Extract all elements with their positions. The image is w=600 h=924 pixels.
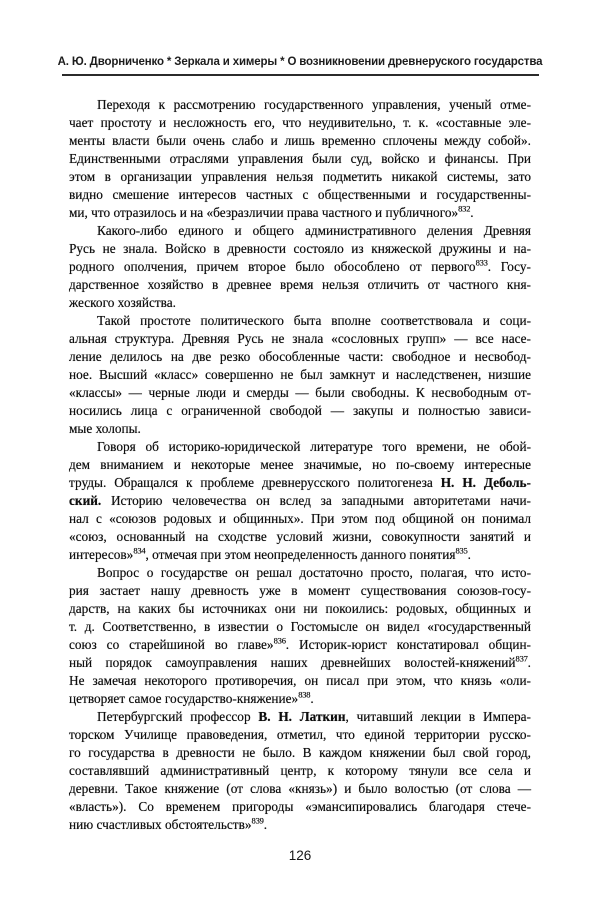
- text-line: [69, 816, 531, 834]
- text-segment: .: [470, 205, 474, 220]
- footnote-ref: 838: [298, 689, 311, 700]
- running-header: [0, 0, 600, 76]
- text-line: [69, 204, 531, 222]
- page-number: 126: [288, 848, 312, 863]
- text-segment: Говоря об историко-юридической литературе того времени, не обой-: [97, 439, 531, 454]
- text-line: [69, 312, 531, 330]
- text-segment: интересов»: [69, 547, 134, 562]
- text-line: [69, 420, 531, 438]
- text-line: [69, 186, 531, 204]
- text-line: [69, 474, 531, 492]
- text-segment: Н. Н. Деболь-: [440, 475, 531, 490]
- text-line: [69, 798, 531, 816]
- text-line: [69, 510, 531, 528]
- text-segment: составлявший административный центр, к которому тянули все села и: [69, 763, 531, 778]
- text-line: [69, 636, 531, 654]
- footnote-ref: 833: [475, 257, 488, 268]
- text-line: [69, 654, 531, 672]
- text-segment: Единственными отраслями управления были суд, войско и финансы. При: [69, 151, 531, 166]
- text-segment: .: [263, 817, 268, 832]
- footnote-ref: 836: [273, 635, 286, 646]
- text-segment: ми, что отразилось и на «безразличии права частного и публичного»: [69, 205, 459, 220]
- text-segment: менты власти были очень слабо и лишь временно сплочены между собой».: [69, 133, 531, 148]
- text-segment: цетворяет самое государство-княжение»: [69, 691, 299, 706]
- text-line: [69, 366, 531, 384]
- text-segment: нию счастливых обстоятельств»: [69, 817, 252, 832]
- text-segment: Не замечая некоторого противоречия, он писал при этом, что князь «оли-: [69, 673, 531, 688]
- text-segment: В. Н. Латкин: [258, 709, 346, 724]
- text-segment: т. д. Соответственно, в известии о Гостомысле он видел «государственный: [69, 619, 531, 634]
- text-segment: «классы» — черные люди и смерды — были свободны. К несвободным от-: [69, 385, 531, 400]
- text-line: [69, 240, 531, 258]
- text-line: [69, 582, 531, 600]
- text-line: [69, 744, 531, 762]
- text-line: [69, 528, 531, 546]
- text-segment: .: [527, 655, 531, 670]
- footnote-ref: 837: [515, 653, 528, 664]
- text-segment: ление делилось на две резко обособленные части: свободное и несвобод-: [69, 349, 531, 364]
- text-line: [69, 726, 531, 744]
- text-segment: Вопрос о государстве он решал достаточно просто, полагая, что исто-: [97, 565, 531, 580]
- text-segment: .: [467, 547, 471, 562]
- footnote-ref: 832: [458, 203, 471, 214]
- text-line: [69, 222, 531, 240]
- text-line: [69, 456, 531, 474]
- text-line: [69, 330, 531, 348]
- text-segment: ное. Высший «класс» совершенно не был замкнут и наследственен, низшие: [69, 367, 531, 382]
- text-segment: деревни. Такое княжение (от слова «князь») и было волостью (от слова —: [69, 781, 531, 796]
- text-segment: дарственное хозяйство в древнее время нельзя отличить от частного кня-: [69, 277, 531, 292]
- text-segment: носились лица с ограниченной свободой — закупы и полностью зависи-: [69, 403, 531, 418]
- text-line: [69, 618, 531, 636]
- text-line: [69, 690, 531, 708]
- running-header-text: А. Ю. Дворниченко * Зеркала и химеры * О возникновении древнеруского государства: [57, 56, 543, 68]
- text-line: [69, 276, 531, 294]
- text-line: [69, 168, 531, 186]
- text-line: [69, 96, 531, 114]
- text-line: [69, 258, 531, 276]
- text-segment: «союз, основанный на сходстве условий жизни, совокупности занятий и: [69, 529, 531, 544]
- text-line: [69, 114, 531, 132]
- text-segment: , читавший лекции в Импера-: [345, 709, 531, 724]
- text-segment: чает простоту и несложность его, что неудивительно, т. к. «составные эле-: [69, 115, 531, 130]
- text-line: [69, 492, 531, 510]
- text-line: [69, 672, 531, 690]
- text-segment: . Госу-: [487, 259, 531, 274]
- page-footer: [0, 847, 600, 865]
- text-segment: ский.: [69, 493, 102, 508]
- text-segment: дарств, на каких бы источниках они ни покоились: родовых, общинных и: [69, 601, 531, 616]
- text-segment: Такой простоте политического быта вполне соответствовала и соци-: [97, 313, 531, 328]
- text-segment: Русь не знала. Войско в древности состояло из княжеской дружины и на-: [69, 241, 531, 256]
- text-line: [69, 294, 531, 312]
- text-line: [69, 762, 531, 780]
- footnote-ref: 834: [133, 545, 146, 556]
- text-line: [69, 402, 531, 420]
- text-segment: .: [310, 691, 314, 706]
- text-segment: торском Училище правоведения, отметил, что единой территории русско-: [69, 727, 531, 742]
- text-line: [69, 708, 531, 726]
- text-line: [69, 600, 531, 618]
- text-segment: Историю человечества он вслед за западными авторитетами начи-: [101, 493, 531, 508]
- text-segment: родного ополчения, причем второе было обособлено от первого: [69, 259, 476, 274]
- text-line: [69, 150, 531, 168]
- text-line: [69, 132, 531, 150]
- text-segment: . Историк-юрист констатировал общин-: [285, 637, 531, 652]
- text-segment: альная структура. Древняя Русь не знала «сословных групп» — все насе-: [69, 331, 531, 346]
- text-segment: ный порядок самоуправления наших древнейших волостей-княжений: [69, 655, 516, 670]
- text-segment: труды. Обращался к проблеме древнерусского политогенеза: [69, 475, 441, 490]
- footnote-ref: 835: [455, 545, 468, 556]
- text-line: [69, 780, 531, 798]
- text-line: [69, 438, 531, 456]
- text-segment: Какого-либо единого и общего административного деления Древняя: [97, 223, 531, 238]
- text-segment: видно смешение интересов частных с общественными и государственны-: [69, 187, 531, 202]
- text-segment: мые холопы.: [69, 421, 141, 436]
- text-segment: Переходя к рассмотрению государственного управления, ученый отме-: [97, 97, 531, 112]
- text-segment: Петербургский профессор: [97, 709, 259, 724]
- text-segment: жеского хозяйства.: [69, 295, 176, 310]
- text-segment: го государства в древности не было. В каждом княжении был свой город,: [69, 745, 531, 760]
- text-line: [69, 546, 531, 564]
- header-rule: [62, 74, 539, 76]
- body-text: [69, 96, 531, 834]
- footnote-ref: 839: [251, 815, 264, 826]
- text-segment: союз со старейшиной во главе»: [69, 637, 274, 652]
- text-line: [69, 348, 531, 366]
- text-segment: этом в организации управления нельзя подметить никакой системы, зато: [69, 169, 531, 184]
- text-segment: дем вниманием и некоторые менее значимые, но по-своему интересные: [69, 457, 531, 472]
- text-line: [69, 564, 531, 582]
- text-segment: нал с «союзов родовых и общинных». При этом под общиной он понимал: [69, 511, 531, 526]
- text-line: [69, 384, 531, 402]
- text-segment: рия застает нашу древность уже в момент существования союзов-госу-: [69, 583, 531, 598]
- text-segment: , отмечая при этом неопределенность данного понятия: [145, 547, 456, 562]
- text-segment: «власть»). Со временем пригороды «эмансипировались благодаря стече-: [69, 799, 531, 814]
